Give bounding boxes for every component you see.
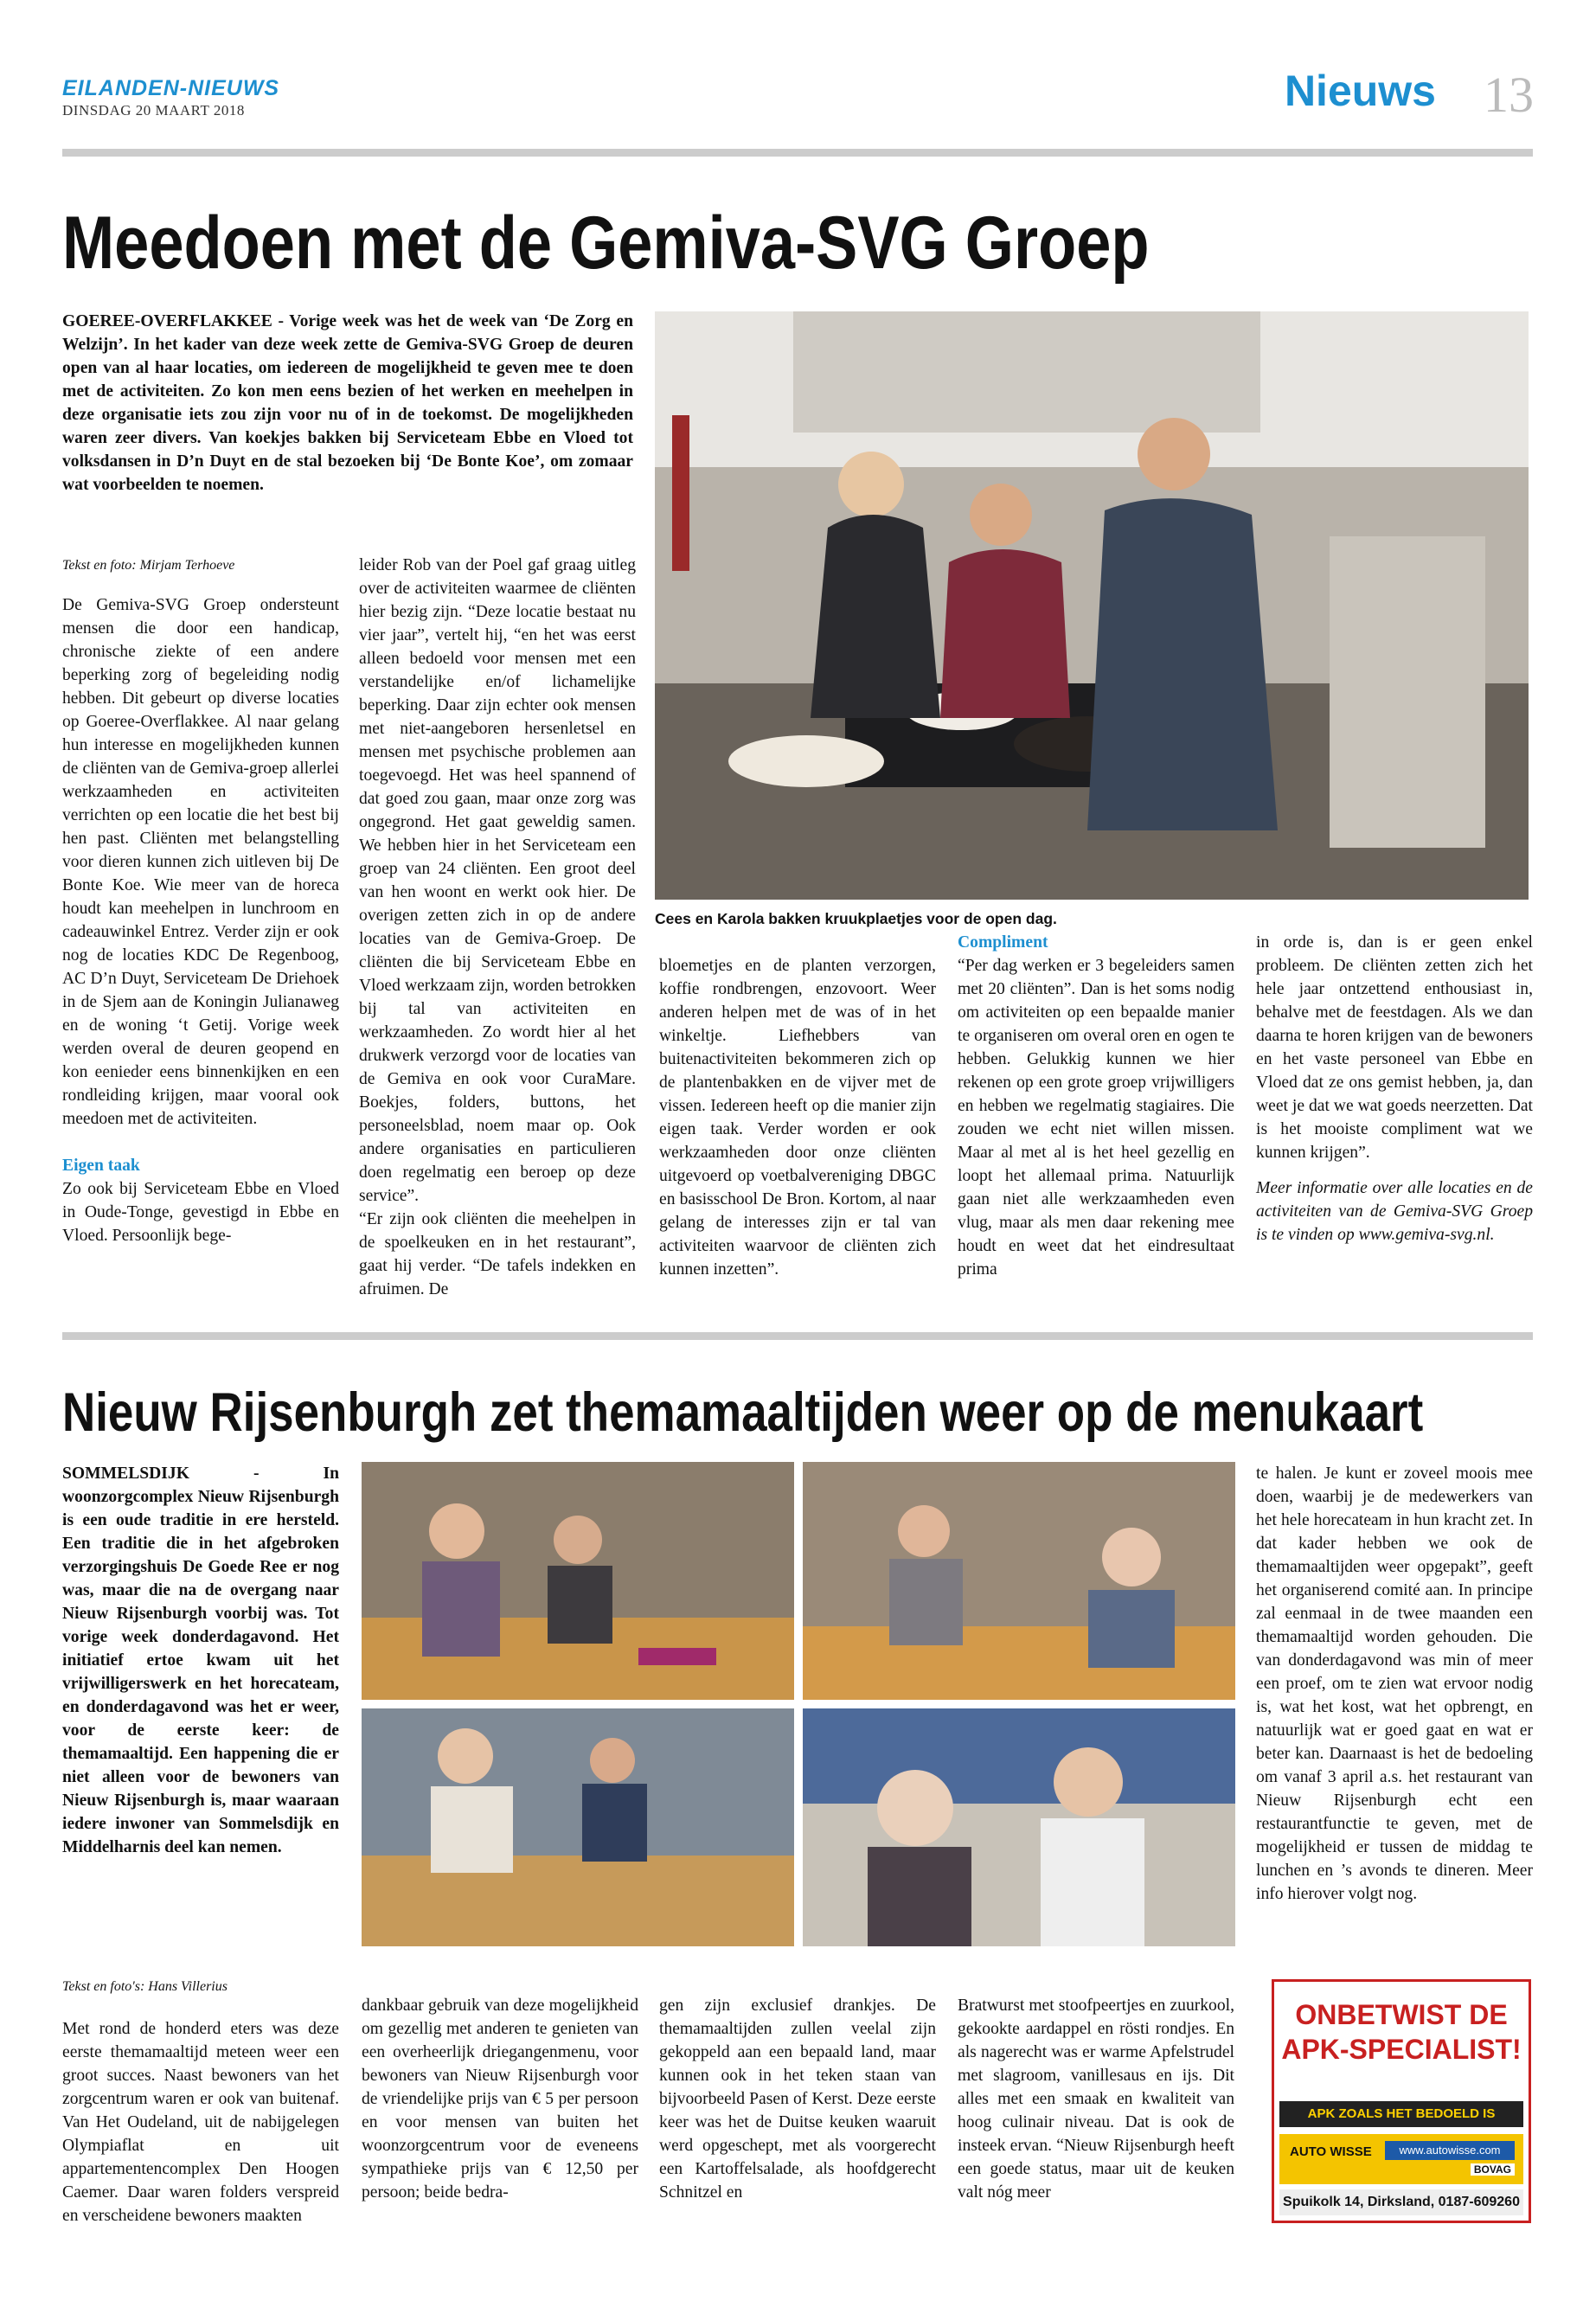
article1-photo-kitchen [655, 311, 1529, 900]
article2-col1-paragraph: Met rond de honderd eters was deze eerste themamaaltijd meteen weer een groot succes. Naast bewoners van het zorgcentrum waren er ook van buitenaf. Van Het Oudeland, uit de nabijgelegen Olympiaflat en uit appartementencomplex Den Hoogen Caemer. Daar waren folders verspreid en verscheidene bewoners maakten [62, 2020, 339, 2225]
ad-title-line1: ONBETWIST DE [1295, 1999, 1508, 2030]
article1-col2-paragraph: leider Rob van der Poel gaf graag uitleg over de activiteiten waarmee de cliënten hier bezig zijn. “Deze locatie bestaat nu vier jaar”, vertelt hij, “en het was eerst alleen bedoeld voor mensen met een verstandelijke en/of lichamelijke beperking. Daar zijn echter ook mensen met niet-aangeboren hersenletsel en mensen met psychische problemen aan toegevoegd. Het was heel spannend of dat goed zou gaan, maar onze zorg was ongegrond. Het gaat geweldig samen. We hebben hier in het Serviceteam een groep van 24 cliënten. Een groot deel van hen woont en werkt ook hier. De overigen zetten zich in op de andere locaties van de Gemiva-Groep. De cliënten die bij Serviceteam Ebbe en Vloed werkzaam zijn, worden betrokken bij tal van activiteiten en werkzaamheden. Zo wordt hier al het drukwerk verzorgd voor de locaties van de Gemiva en ook voor CuraMare. Boekjes, folders, buttons, het personeelsblad, noem maar op. Ook andere organisaties en particulieren doen regelmatig een beroep op deze service”. [359, 556, 636, 1205]
article1-col3 [659, 954, 936, 1281]
ad-brand: AUTO WISSE [1290, 2144, 1372, 2159]
article2-intro: SOMMELSDIJK - In woonzorgcomplex Nieuw Rijsenburgh is een oude traditie in ere hersteld. Een traditie die in het afgebroken verzorgingshuis De Goede Ree er nog was, maar die na de overgang naar Nieuw Rijsenburgh voorbij was. Tot vorige week donderdagavond. Het initiatief ertoe kwam uit het vrijwilligerswerk en het horecateam, en donderdagavond was het er weer, voor de eerste keer: de themamaaltijd. Een happening die er niet alleen voor de bewoners van Nieuw Rijsenburgh is, maar waaraan iedere inwoner van Sommelsdijk en Middelharnis deel kan nemen. [62, 1465, 339, 1856]
ad-title-line2: APK-SPECIALIST! [1281, 2034, 1522, 2065]
ad-logo-panel [1279, 2134, 1523, 2184]
dateline: DINSDAG 20 MAART 2018 [62, 102, 245, 119]
article2-col3 [659, 1994, 936, 2204]
page-number: 13 [1484, 67, 1534, 123]
ad-address: Spuikolk 14, Dirksland, 0187-609260 [1279, 2189, 1523, 2215]
article1-col3-paragraph: bloemetjes en de planten verzorgen, koffie rondbrengen, enzovoort. Weer anderen helpen met de was of in het winkeltje. Liefhebbers van buitenactiviteiten bekommeren zich op de plantenbakken en de vijver met de vissen. Iedereen heeft op die manier zijn eigen taak. Verder worden er ook werkzaamheden door onze cliënten uitgevoerd op voetbalvereniging DBGC en basisschool De Bron. Kortom, al naar gelang de interesses zijn er tal van activiteiten waarvoor de cliënten zich kunnen inzetten”. [659, 957, 936, 1279]
article2-col5 [1256, 1462, 1533, 1906]
article1-col5 [1256, 931, 1533, 1247]
article1-subhead-eigen-taak: Eigen taak [62, 1157, 140, 1175]
article1-col2-paragraph-2: “Er zijn ook cliënten die meehelpen in de spoelkeuken en in het restaurant”, gaat hij verder. “De tafels indekken en afruimen. De [359, 1210, 636, 1298]
article1-col4 [958, 931, 1234, 1281]
article-separator-rule [62, 1332, 1533, 1340]
article1-credit: Tekst en foto: Mirjam Terhoeve [62, 558, 235, 573]
article2-col4-paragraph: Bratwurst met stoofpeertjes en zuurkool, gekookte aardappel en rösti rondjes. En als nagerecht was er warme Apfelstrudel met slagroom, vanillesaus en ijs. Dit alles met een smaak en kwaliteit van hoog culinair niveau. Dat is ook de insteek ervan. “Nieuw Rijsenburgh heeft een goede status, maar uit de keuken valt nóg meer [958, 1997, 1234, 2202]
article1-headline: Meedoen met de Gemiva-SVG Groep [62, 202, 1150, 285]
article2-col3-paragraph: gen zijn exclusief drankjes. De themamaaltijden zullen veelal zijn gekoppeld aan een bepaald land, maar kunnen ook in het teken staan van bijvoorbeeld Pasen of Kerst. Deze eerste keer was het de Duitse keuken waaruit werd opgeschept, met als voorgerecht een Kartoffelsalade, als hoofdgerecht Schnitzel en [659, 1997, 936, 2202]
article1-col1-paragraph-2: Zo ook bij Serviceteam Ebbe en Vloed in Oude-Tonge, gevestigd in Ebbe en Vloed. Persoonlijk bege- [62, 1180, 339, 1245]
article1-more-info: Meer informatie over alle locaties en de activiteiten van de Gemiva-SVG Groep is te vinden op www.gemiva-svg.nl. [1256, 1179, 1533, 1244]
header-rule [62, 149, 1533, 157]
ad-tagline: APK ZOALS HET BEDOELD IS [1279, 2101, 1523, 2127]
apk-advertisement[interactable] [1272, 1979, 1531, 2223]
article2-photo-collage [362, 1462, 1235, 1946]
masthead-logo: EILANDEN-NIEUWS [62, 76, 280, 100]
article1-col5-paragraph: in orde is, dan is er geen enkel probleem. De cliënten zetten zich het hele jaar ontzettend enthousiast in, behalve met de feestdagen. Als we dan daarna te horen krijgen van de bewoners en het vaste personeel van Ebbe en Vloed dat ze ons gemist hebben, ja, dan weet je dat we wat goeds neerzetten. Dat is het mooiste compliment wat we kunnen krijgen”. [1256, 933, 1533, 1162]
bovag-badge-icon: BOVAG [1471, 2163, 1515, 2176]
article2-headline: Nieuw Rijsenburgh zet themamaaltijden weer op de menukaart [62, 1382, 1424, 1443]
section-title: Nieuws [1284, 67, 1436, 115]
article1-col1-paragraph: De Gemiva-SVG Groep ondersteunt mensen die door een handicap, chronische ziekte of een andere beperking zorg of begeleiding nodig hebben. Dit gebeurt op diverse locaties op Goeree-Overflakkee. Al naar gelang hun interesse en mogelijkheden kunnen de cliënten van de Gemiva-groep allerlei werkzaamheden en activiteiten verrichten op een locatie die het best bij hen past. Cliënten met belangstelling voor dieren kunnen zich uitleven bij De Bonte Koe. Wie meer van de horeca houdt kan meehelpen in lunchroom en cadeauwinkel Entrez. Verder zijn er ook nog de locaties KDC De Regenboog, AC D’n Duyt, Serviceteam De Driehoek in de Sjem aan de Koningin Julianaweg en de woning ‘t Getij. Vorige week werden overal de deuren geopend en kon eenieder eens binnenkijken en een rondleiding krijgen, maar vooral ook meedoen met de activiteiten. [62, 596, 339, 1128]
article2-col5-paragraph: te halen. Je kunt er zoveel moois mee doen, waarbij je de medewerkers van het hele horecateam in hun kracht zet. In dat kader hebben we ook de themamaaltijden weer opgepakt”, geeft het organiserend comité aan. In principe zal eenmaal in de twee maanden een themamaaltijd worden gehouden. Die van donderdagavond was min of meer een proef, om te zien wat ervoor nodig is, wat het kost, wat het opbrengt, en natuurlijk wat er goed gaat en wat er beter kan. Daarnaast is het de bedoeling om vanaf 3 april a.s. het restaurant van Nieuw Rijsenburgh echt een restaurantfunctie te geven, met de mogelijkheid er tussen de middag te lunchen en ’s avonds te dineren. Meer info hierover volgt nog. [1256, 1465, 1533, 1903]
article2-col1 [62, 2017, 339, 2227]
article2-col2 [362, 1994, 638, 2204]
article2-col4 [958, 1994, 1234, 2204]
article2-credit: Tekst en foto's: Hans Villerius [62, 1979, 228, 1994]
article1-col2 [359, 554, 636, 1301]
article1-photo-caption: Cees en Karola bakken kruukplaetjes voor de open dag. [655, 910, 1057, 927]
article1-col1 [62, 593, 339, 1247]
article1-col4-paragraph: “Per dag werken er 3 begeleiders samen met 20 cliënten”. Dan is het soms nodig om activiteiten op een bepaalde manier te organiseren om overal oren en ogen te hebben. Gelukkig kunnen we hier rekenen op een grote groep vrijwilligers en hebben we regelmatig stagiaires. Die zouden we echt niet willen missen. Maar al met al is het heel gezellig en loopt het allemaal prima. Natuurlijk gaan niet alle werkzaamheden even vlug, maar als men daar rekening mee houdt en weet dat het eindresultaat prima [958, 957, 1234, 1279]
ad-website[interactable]: www.autowisse.com [1385, 2141, 1515, 2160]
ad-title [1274, 1997, 1529, 2067]
article1-intro: GOEREE-OVERFLAKKEE - Vorige week was het de week van ‘De Zorg en Welzijn’. In het kader van deze week zette de Gemiva-SVG Groep de deuren open van al haar locaties, om iedereen de mogelijkheid te geven mee te doen met de activiteiten. Zo kon men eens bezien of het werken en meehelpen in deze organisatie iets zou zijn voor nu of in de toekomst. De mogelijkheden waren zeer divers. Van koekjes bakken bij Serviceteam Ebbe en Vloed tot volksdansen in D’n Duyt en de stal bezoeken bij ‘De Bonte Koe’, om zomaar wat voorbeelden te noemen. [62, 312, 633, 494]
article2-col2-paragraph: dankbaar gebruik van deze mogelijkheid om gezellig met anderen te genieten van een overheerlijk driegangenmenu, voor bewoners van Nieuw Rijsenburgh voor de vriendelijke prijs van € 5 per persoon en voor mensen van buiten het woonzorgcentrum voor de eveneens sympathieke prijs van € 12,50 per persoon; beide bedra- [362, 1997, 638, 2202]
article1-subhead-compliment: Compliment [958, 933, 1048, 952]
